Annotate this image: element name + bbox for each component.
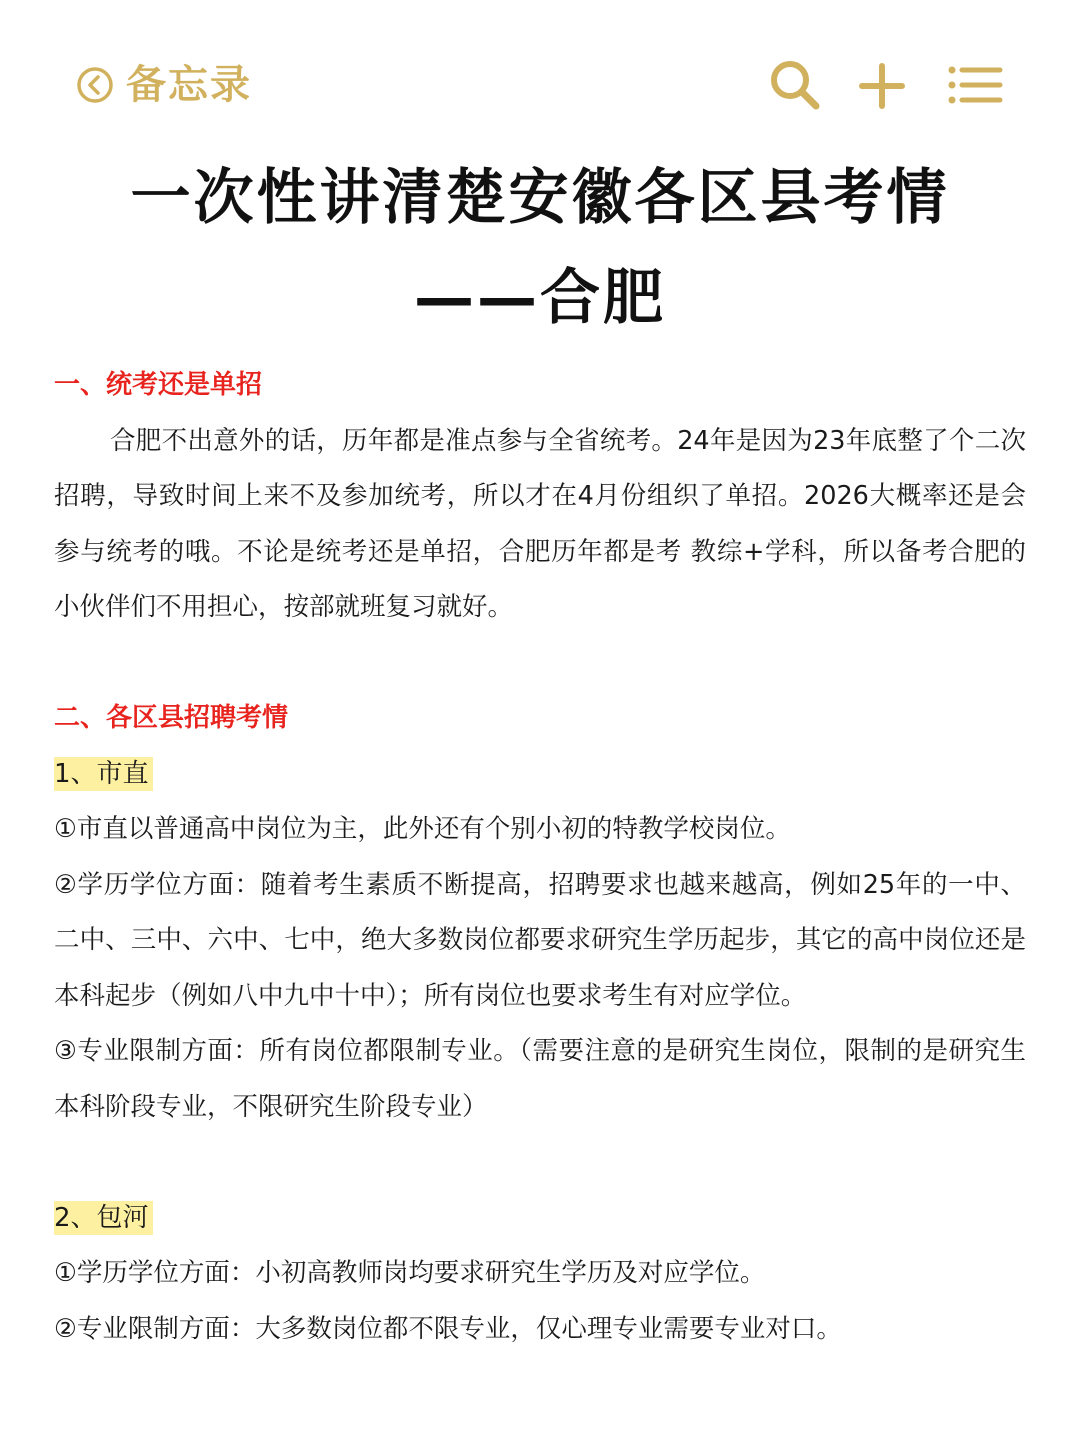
menu-button[interactable] bbox=[944, 56, 1004, 116]
list-item: ①市直以普通高中岗位为主，此外还有个别小初的特教学校岗位。 bbox=[54, 814, 791, 844]
section-1-paragraph: 合肥不出意外的话，历年都是准点参与全省统考。24年是因为23年底整了个二次招聘，导致时间上来不及参加统考，所以才在4月份组织了单招。2026大概率还是会参与统考的哦。不论是统考还是单招，合肥历年都是考 教综+学科，所以备考合肥的小伙伴们不用担心，按部就班复习就好。 bbox=[54, 425, 1026, 622]
spacer bbox=[54, 1135, 1026, 1191]
add-button[interactable] bbox=[852, 56, 912, 116]
search-button[interactable] bbox=[766, 56, 826, 116]
group-title: 1、市直 bbox=[54, 757, 153, 791]
list-icon bbox=[944, 56, 1004, 116]
list-item: ②学历学位方面：随着考生素质不断提高，招聘要求也越来越高，例如25年的一中、二中、三中、六中、七中，绝大多数岗位都要求研究生学历起步，其它的高中岗位还是本科起步（例如八中九中十中）；所有岗位也要求考生有对应学位。 bbox=[54, 869, 1026, 1011]
spacer bbox=[54, 636, 1026, 692]
section-heading-2: 二、各区县招聘考情 bbox=[54, 703, 289, 733]
note-body bbox=[54, 358, 1026, 1357]
search-icon bbox=[766, 56, 826, 116]
list-item: ①学历学位方面：小初高教师岗均要求研究生学历及对应学位。 bbox=[54, 1258, 766, 1288]
group-title: 2、包河 bbox=[54, 1201, 153, 1235]
list-item: ②专业限制方面：大多数岗位都不限专业，仅心理专业需要专业对口。 bbox=[54, 1313, 842, 1344]
title-line-1: 一次性讲清楚安徽各区县考情 bbox=[130, 163, 950, 233]
section-heading-1: 一、统考还是单招 bbox=[54, 370, 263, 400]
back-button[interactable] bbox=[76, 60, 252, 110]
page-title bbox=[0, 148, 1080, 348]
group-heading-baohe bbox=[54, 1191, 1026, 1247]
back-label: 备忘录 bbox=[126, 62, 252, 108]
title-line-2: ——合肥 bbox=[414, 263, 666, 333]
plus-icon bbox=[852, 56, 912, 116]
top-bar bbox=[0, 0, 1080, 170]
group-heading-shizhi bbox=[54, 747, 1026, 803]
list-item: ③专业限制方面：所有岗位都限制专业。（需要注意的是研究生岗位，限制的是研究生本科阶段专业，不限研究生阶段专业） bbox=[54, 1036, 1026, 1122]
chevron-left-icon bbox=[76, 66, 114, 104]
